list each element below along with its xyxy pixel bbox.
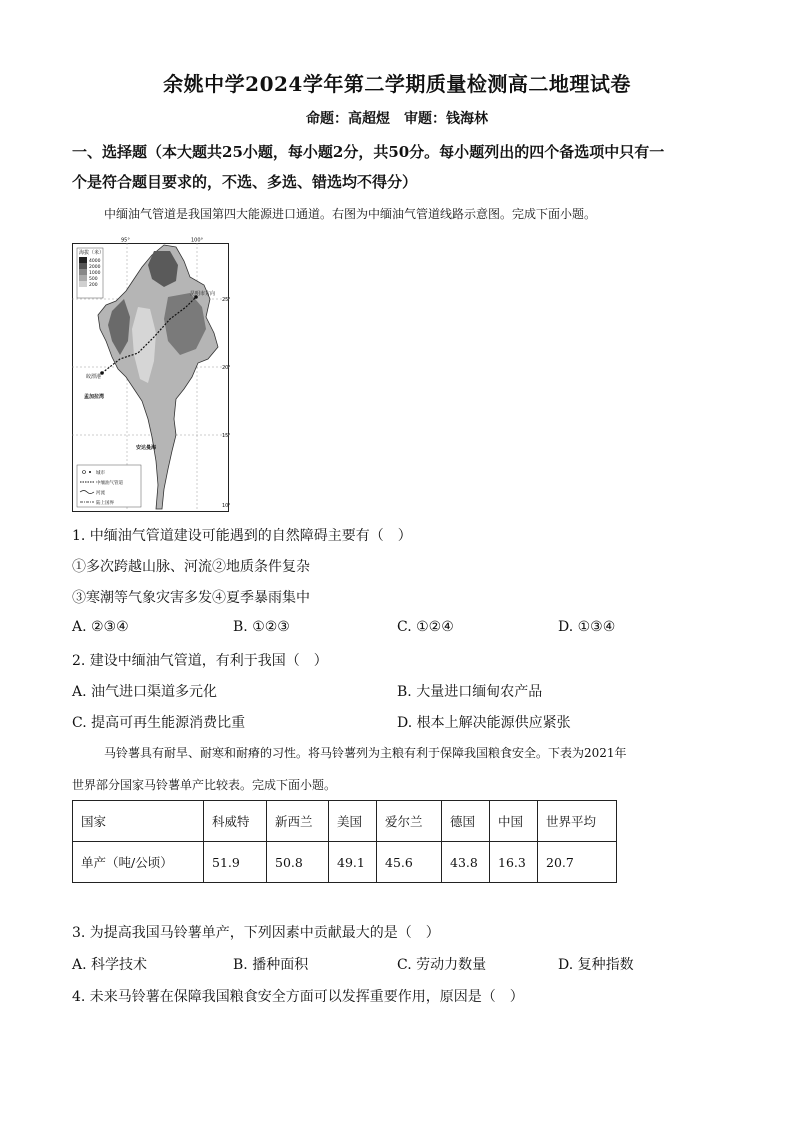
table-country-cell: 中国 [490,801,538,842]
table-row-label: 单产（吨/公顷） [73,842,204,883]
table-country-cell: 世界平均 [538,801,617,842]
potato-intro-line1: 马铃薯具有耐旱、耐寒和耐瘠的习性。将马铃薯列为主粮有利于保障我国粮食安全。下表为2021年 [104,746,627,760]
question-1-stem: 1. 中缅油气管道建设可能遇到的自然障碍主要有（ ） [72,528,412,544]
elevation-level-4000: 4000 [89,259,101,264]
question-2-stem: 2. 建设中缅油气管道，有利于我国（ ） [72,653,328,669]
section-heading-line1: 一、选择题（本大题共25小题，每小题2分，共50分。每小题列出的四个备选项中只有一 [72,143,665,161]
lat-label-20: 20° [222,365,230,371]
table-yield-cell: 43.8 [442,842,490,883]
elevation-level-1000: 1000 [89,271,101,276]
exam-authors: 命题：高超煜 审题：钱海林 [306,111,488,127]
question-2-option-d[interactable]: D. 根本上解决能源供应紧张 [397,715,571,731]
table-country-cell: 新西兰 [267,801,329,842]
table-header-label: 国家 [73,801,204,842]
elevation-level-200: 200 [89,283,98,288]
legend-city: 城市 [96,471,105,476]
question-3-option-d[interactable]: D. 复种指数 [558,957,634,973]
section-intro: 中缅油气管道是我国第四大能源进口通道。右图为中缅油气管道线路示意图。完成下面小题。 [104,207,597,221]
lon-label-95: 95° [121,237,130,244]
table-yield-cell: 51.9 [204,842,267,883]
question-1-option-c[interactable]: C. ①②④ [397,619,454,635]
question-2-option-a[interactable]: A. 油气进口渠道多元化 [72,684,218,700]
table-country-cell: 爱尔兰 [377,801,442,842]
page-title: 余姚中学2024学年第二学期质量检测高二地理试卷 [163,72,631,96]
lon-label-100: 100° [191,237,204,244]
legend-river: 河流 [96,491,105,496]
question-1-statement-a: ①多次跨越山脉、河流②地质条件复杂 [72,559,310,575]
elevation-level-500: 500 [89,277,98,282]
andaman-sea-label: 安达曼海 [136,445,157,451]
table-yield-cell: 49.1 [329,842,377,883]
elevation-legend-title: 海拔（米） [79,250,105,256]
bay-of-bengal-label: 孟加拉湾 [84,394,105,400]
pipeline-map [72,237,230,513]
potato-yield-table [72,800,617,883]
question-3-stem: 3. 为提高我国马铃薯单产，下列因素中贡献最大的是（ ） [72,925,440,941]
legend-pipeline: 中缅油气管道 [96,481,123,486]
kunming-label: 昆明市方向 [190,291,216,297]
question-2-option-c[interactable]: C. 提高可再生能源消费比重 [72,715,246,731]
question-3-option-b[interactable]: B. 播种面积 [233,957,309,973]
lat-label-10: 10° [222,503,230,509]
table-yield-cell: 20.7 [538,842,617,883]
table-country-cell: 美国 [329,801,377,842]
table-yield-cell: 50.8 [267,842,329,883]
question-3-option-a[interactable]: A. 科学技术 [72,957,148,973]
table-row [73,842,617,883]
question-1-option-b[interactable]: B. ①②③ [233,619,290,635]
section-heading-line2: 个是符合题目要求的，不选、多选、错选均不得分） [72,173,418,191]
legend-border: 陆上国界 [96,501,114,506]
question-1-option-d[interactable]: D. ①③④ [558,619,616,635]
question-1-option-a[interactable]: A. ②③④ [72,619,129,635]
question-1-statement-b: ③寒潮等气象灾害多发④夏季暴雨集中 [72,590,310,606]
lat-label-15: 15° [222,433,230,439]
question-4-stem: 4. 未来马铃薯在保障我国粮食安全方面可以发挥重要作用，原因是（ ） [72,989,524,1005]
elevation-level-2000: 2000 [89,265,101,270]
question-2-option-b[interactable]: B. 大量进口缅甸农产品 [397,684,543,700]
table-header-row [73,801,617,842]
potato-intro-line2: 世界部分国家马铃薯单产比较表。完成下面小题。 [72,778,337,792]
table-yield-cell: 45.6 [377,842,442,883]
table-yield-cell: 16.3 [490,842,538,883]
table-country-cell: 德国 [442,801,490,842]
kyaukphyu-label: 皎漂港 [86,374,102,380]
table-country-cell: 科威特 [204,801,267,842]
question-3-option-c[interactable]: C. 劳动力数量 [397,957,487,973]
lat-label-25: 25° [222,297,230,303]
